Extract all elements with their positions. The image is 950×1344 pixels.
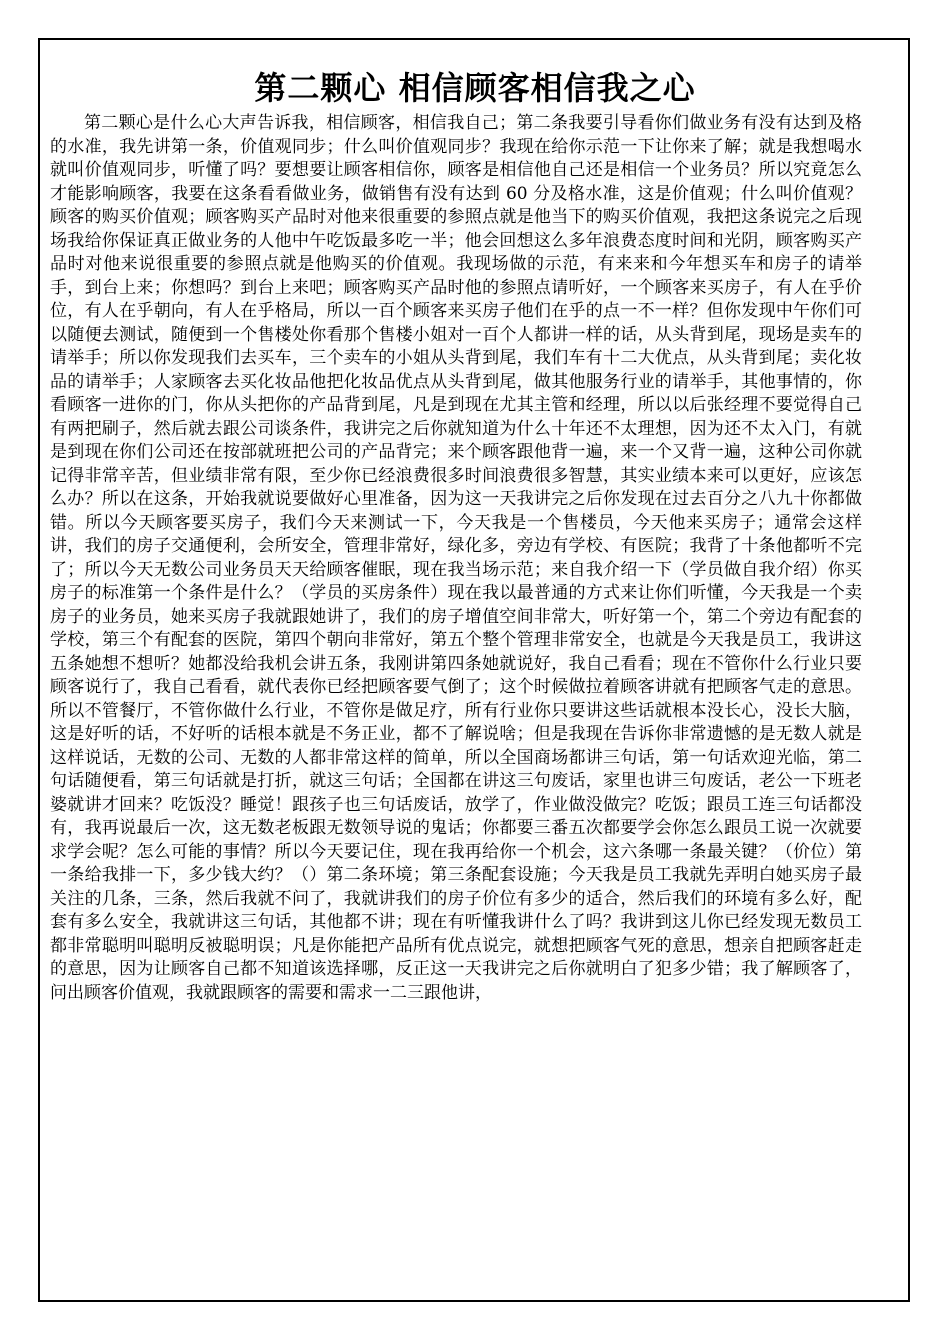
document-title: 第二颗心 相信顾客相信我之心	[254, 69, 696, 107]
document-body-paragraph: 第二颗心是什么心大声告诉我，相信顾客，相信我自己；第二条我要引导看你们做业务有没有达到及格的水准，我先讲第一条，价值观同步；什么叫价值观同步？我现在给你示范一下让你来了解；就是我想喝水就叫价值观同步，听懂了吗？要想要让顾客相信你，顾客是相信他自己还是相信一个业务员？所以究竟怎么才能影响顾客，我要在这条看看做业务，做销售有没有达到 60 分及格水准，这是价值观；什么叫价值观？顾客的购买价值观；顾客购买产品时对他来很重要的参照点就是他当下的购买价值观，我把这条说完之后现场我给你保证真正做业务的人他中午吃饭最多吃一半；他会回想这么多年浪费态度时间和光阴，顾客购买产品时对他来说很重要的参照点就是他购买的价值观。我现场做的示范，有来来和今年想买车和房子的请举手，到台上来；你想吗？到台上来吧；顾客购买产品时他的参照点请听好，一个顾客来买房子，有人在乎价位，有人在乎朝向，有人在乎格局，所以一百个顾客来买房子他们在乎的点一不一样？但你发现中午你们可以随便去测试，随便到一个售楼处你看那个售楼小姐对一百个人都讲一样的话，从头背到尾，现场是卖车的请举手；所以你发现我们去买车，三个卖车的小姐从头背到尾，我们车有十二大优点，从头背到尾；卖化妆品的请举手；人家顾客去买化妆品他把化妆品优点从头背到尾，做其他服务行业的请举手，其他事情的，你看顾客一进你的门，你从头把你的产品背到尾，凡是到现在尤其主管和经理，所以以后张经理不要觉得自己有两把刷子，然后就去跟公司谈条件，我讲完之后你就知道为什么十年还不太理想，因为还不太入门，有就是到现在你们公司还在按部就班把公司的产品背完；来个顾客跟他背一遍，来一个又背一遍，这种公司你就记得非常辛苦，但业绩非常有限，至少你已经浪费很多时间浪费很多智慧，其实业绩本来可以更好，应该怎么办？所以在这条，开始我就说要做好心里准备，因为这一天我讲完之后你发现在过去百分之八九十你都做错。所以今天顾客要买房子，我们今天来测试一下，今天我是一个售楼员，今天他来买房子；通常会这样讲，我们的房子交通便利，会所安全，管理非常好，绿化多，旁边有学校、有医院；我背了十条他都听不完了；所以今天无数公司业务员天天给顾客催眠，现在我当场示范；来自我介绍一下（学员做自我介绍）你买房子的标准第一个条件是什么？（学员的买房条件）现在我以最普通的方式来让你们听懂，今天我是一个卖房子的业务员，她来买房子我就跟她讲了，我们的房子增值空间非常大，听好第一个，第二个旁边有配套的学校，第三个有配套的医院，第四个朝向非常好，第五个整个管理非常安全，也就是今天我是员工，我讲这五条她想不想听？她都没给我机会讲五条，我刚讲第四条她就说好，我自己看看；现在不管你什么行业只要顾客说行了，我自己看看，就代表你已经把顾客要气倒了；这个时候做拉着顾客讲就有把顾客气走的意思。所以不管餐厅，不管你做什么行业，不管你是做足疗，所有行业你只要讲这些话就根本没长心，没长大脑，这是好听的话，不好听的话根本就是不务正业，都不了解说啥；但是我现在告诉你非常遗憾的是无数人就是这样说话，无数的公司、无数的人都非常这样的简单，所以全国商场都讲三句话，第一句话欢迎光临，第二句话随便看，第三句话就是打折，就这三句话；全国都在讲这三句废话，家里也讲三句废话，老公一下班老婆就讲才回来？吃饭没？睡觉！跟孩子也三句话废话，放学了，作业做没做完？吃饭；跟员工连三句话都没有，我再说最后一次，这无数老板跟无数领导说的鬼话；你都要三番五次都要学会你怎么跟员工说一次就要求学会呢？怎么可能的事情？所以今天要记住，现在我再给你一个机会，这六条哪一条最关键？（价位）第一条给我排一下，多少钱大约？（）第二条环境；第三条配套设施；今天我是员工我就先弄明白她买房子最关注的几条，三条，然后我就不问了，我就讲我们的房子价位有多少的适合，然后我们的环境有多么好，配套有多么安全，我就讲这三句话，其他都不讲；现在有听懂我讲什么了吗？我讲到这儿你已经发现无数员工都非常聪明叫聪明反被聪明误；凡是你能把产品所有优点说完，就想把顾客气死的意思，想亲自把顾客赶走的意思，因为让顾客自己都不知道该选择哪，反正这一天我讲完之后你就明白了犯多少错；我了解顾客了，问出顾客价值观，我就跟顾客的需要和需求一二三跟他讲，	[50, 113, 862, 1003]
